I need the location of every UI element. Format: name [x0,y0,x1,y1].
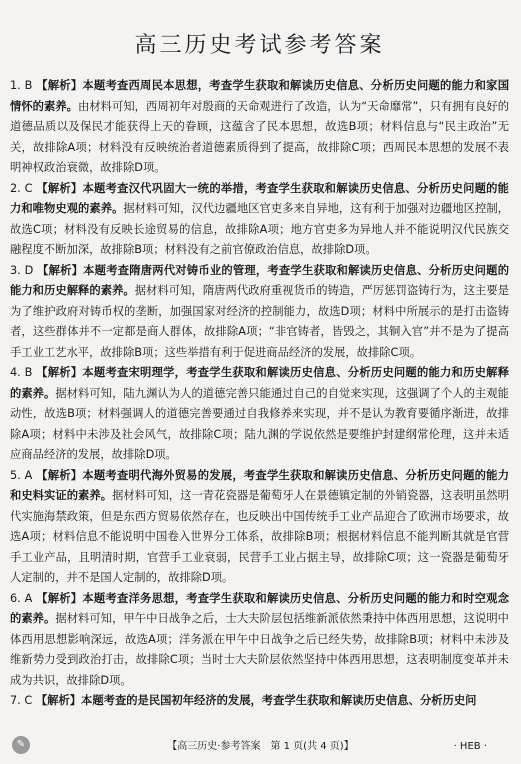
page-footer [0,739,521,755]
answer-list [10,76,509,712]
page-title: 高三历史考试参考答案 [134,33,385,58]
answer-item-3: 3. D 【解析】本题考查隋唐两代对铸币业的管理，考查学生获取和解读历史信息、分析历史问题的能力和历史解释的素养。据材料可知，隋唐两代政府重视货币的铸造，严厉惩罚盗铸行为，这主要是为了维护政府对铸币权的垄断，加强国家对经济的控制能力，故选D项；材料中所展示的是打击盗铸者，这些群体并不一定都是商人群体，故排除A项；“非官铸者，皆毁之，其铜入官”并不是为了提高手工业工艺水平，故排除B项；这些举措有利于促进商品经济的发展，故排除C项。 [10,263,509,359]
answer-item-1: 1. B 【解析】本题考查西周民本思想，考查学生获取和解读历史信息、分析历史问题的能力和家国情怀的素养。由材料可知，西周初年对殷商的天命观进行了改造，认为“天命靡常”，只有拥有良好的道德品质以及保民才能获得上天的眷顾，这蕴含了民本思想，故选B项；材料信息与“民主政治”无关，故排除A项；材料没有反映统治者道德素质得到了提高，故排除C项；西周民本思想的发展不表明神权政治衰微，故排除D项。 [10,79,510,174]
exam-code: · HEB · [453,741,487,752]
page-info: 【高三历史·参考答案 第 1 页(共 4 页)】 [167,741,354,752]
answer-item-6: 6. A 【解析】本题考查洋务思想，考查学生获取和解读历史信息、分析历史问题的能力和时空观念的素养。据材料可知，甲午中日战争之后，士大夫阶层包括维新派依然秉持中体西用思想，这说明中体西用思想影响深远，故选A项；洋务派在甲午中日战争之后已经失势，故排除B项；材料中未涉及维新势力受到政治打击，故排除C项；当时士大夫阶层依然坚持中体西用思想，这表明制度变革并未成为共识，故排除D项。 [10,591,509,687]
answer-item-4: 4. B 【解析】本题考查宋明理学，考查学生获取和解读历史信息、分析历史问题的能力和历史解释的素养。据材料可知，陆九渊认为人的道德完善只能通过自己的自觉来实现，这强调了个人的主观能动性，故选B项；材料强调人的道德完善要通过自我修养来实现，并不是认为教育要循序渐进，故排除A项；材料中未涉及社会风气，故排除C项；陆九渊的学说依然是要维护封建纲常伦理，这并未适应商品经济的发展，故排除D项。 [10,366,510,461]
answer-item-5: 5. A 【解析】本题考查明代海外贸易的发展，考查学生获取和解读历史信息、分析历史问题的能力和史料实证的素养。据材料可知，这一青花瓷器是葡萄牙人在景德镇定制的外销瓷器，这表明虽然明代实施海禁政策，但是东西方贸易依然存在，也反映出中国传统手工业产品迎合了欧洲市场要求，故选A项；材料信息不能说明中国卷入世界分工体系，故排除B项；根据材料信息不能判断其就是官营手工业产品，且明清时期，官营手工业衰弱，民营手工业占据主导，故排除C项；这一瓷器是葡萄牙人定制的，并不是国人定制的，故排除D项。 [10,468,509,584]
answer-item-7: 7. C 【解析】本题考查的是民国初年经济的发展，考查学生获取和解读历史信息、分析历史问 [10,694,477,707]
answer-item-2: 2. C 【解析】本题考查汉代巩固大一统的举措，考查学生获取和解读历史信息、分析历史问题的能力和唯物史观的素养。据材料可知，汉代边疆地区官吏多来自异地，这有利于加强对边疆地区控制，故选C项；材料没有反映长途贸易的信息，故排除A项；地方官吏多为异地人并不能说明汉代民族交融程度不断加深，故排除B项；材料没有之前官僚政治信息，故排除D项。 [10,181,509,256]
quill-seal-icon: ✎ [12,736,30,754]
